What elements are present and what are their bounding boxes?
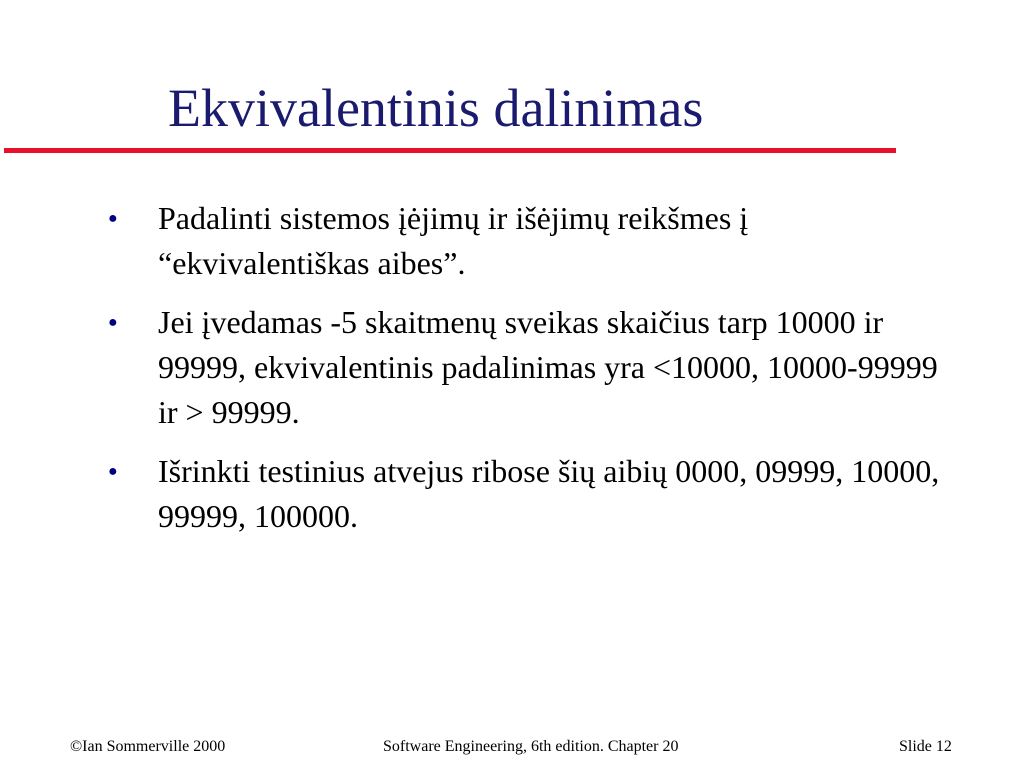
footer-slide-number: Slide 12 (899, 738, 952, 755)
slide-title: Ekvivalentinis dalinimas (168, 78, 704, 138)
bullet-text: Išrinkti testinius atvejus ribose šių aibių 0000, 09999, 10000, 99999, 100000. (158, 453, 940, 534)
bullet-list (108, 196, 948, 553)
bullet-item (108, 449, 948, 539)
bullet-item (108, 300, 948, 435)
bullet-icon: ● (108, 463, 118, 480)
footer-course-title: Software Engineering, 6th edition. Chapter 20 (383, 738, 679, 755)
bullet-text: Jei įvedamas -5 skaitmenų sveikas skaičius tarp 10000 ir 99999, ekvivalentinis padalinimas yra <10000, 10000-99999 ir > 99999. (158, 304, 938, 430)
bullet-item (108, 196, 948, 286)
bullet-icon: ● (108, 314, 118, 331)
bullet-icon: ● (108, 210, 118, 227)
bullet-text: Padalinti sistemos įėjimų ir išėjimų reikšmes į “ekvivalentiškas aibes”. (158, 200, 749, 281)
title-divider (4, 148, 896, 153)
footer-copyright: ©Ian Sommerville 2000 (70, 738, 226, 755)
